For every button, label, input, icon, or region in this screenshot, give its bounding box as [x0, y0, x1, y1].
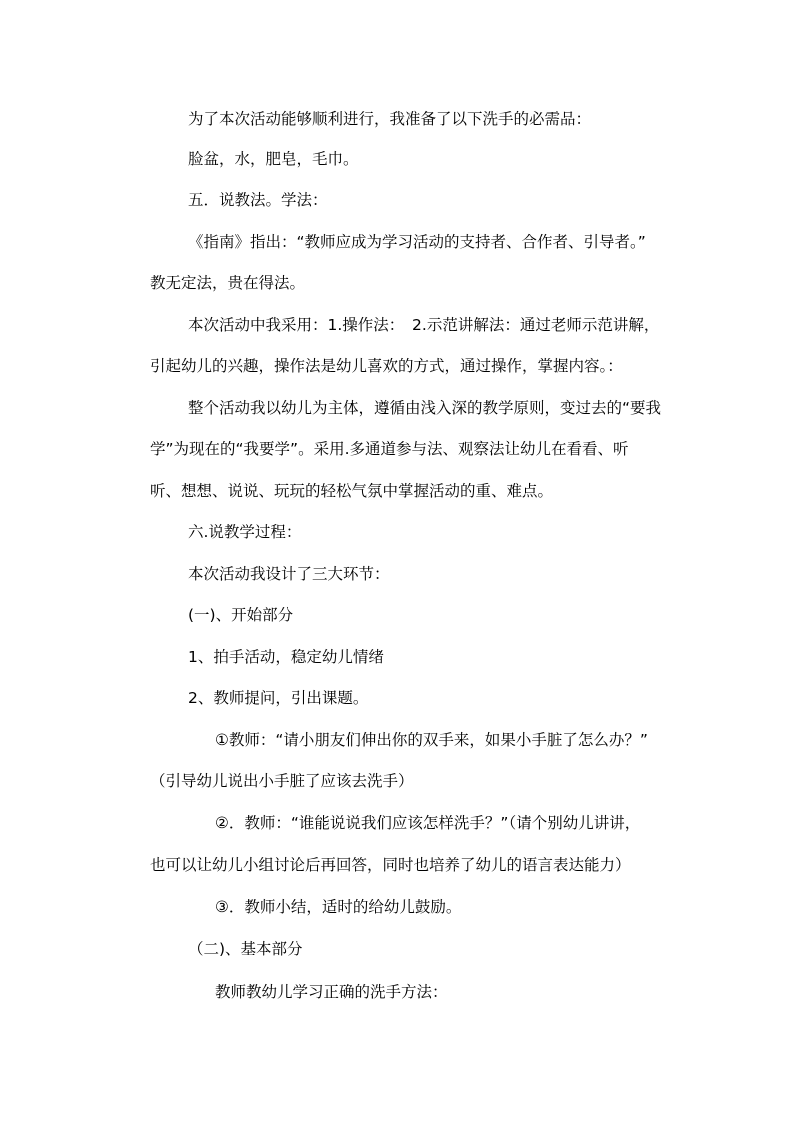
text-line: 为了本次活动能够顺利进行，我准备了以下洗手的必需品： [188, 110, 592, 128]
text-line: 整个活动我以幼儿为主体，遵循由浅入深的教学原则，变过去的“要我 [188, 399, 662, 417]
text-line: 引起幼儿的兴趣，操作法是幼儿喜欢的方式，通过操作，掌握内容。： [150, 357, 623, 375]
text-line: （引导幼儿说出小手脏了应该去洗手） [150, 772, 414, 790]
text-line: ①教师：“请小朋友们伸出你的双手来，如果小手脏了怎么办？” [215, 731, 648, 749]
text-line: 学”为现在的“我要学”。采用.多通道参与法、观察法让幼儿在看看、听 [150, 440, 629, 458]
text-line: ②．教师：“谁能说说我们应该怎样洗手？”（请个别幼儿讲讲， [215, 814, 641, 832]
text-line: 《指南》指出：“教师应成为学习活动的支持者、合作者、引导者。” [188, 233, 646, 251]
text-line: ③．教师小结，适时的给幼儿鼓励。 [215, 898, 462, 916]
text-line: 听、想想、说说、玩玩的轻松气氛中掌握活动的重、难点。 [150, 482, 554, 500]
text-line: 本次活动中我采用：1.操作法： 2.示范讲解法：通过老师示范讲解， [188, 316, 660, 334]
text-line: 教无定法，贵在得法。 [150, 274, 306, 292]
text-line: 脸盆，水，肥皂，毛巾。 [188, 150, 359, 168]
section-heading: 六.说教学过程： [188, 523, 302, 541]
text-line: 本次活动我设计了三大环节： [188, 565, 390, 583]
list-item: 2、教师提问，引出课题。 [188, 689, 369, 707]
section-heading: 五．说教法。学法： [188, 191, 328, 209]
text-line: 也可以让幼儿小组讨论后再回答，同时也培养了幼儿的语言表达能力） [150, 856, 631, 874]
list-item: 1、拍手活动，稳定幼儿情绪 [188, 648, 384, 666]
subsection-heading: (一)、开始部分 [188, 606, 294, 624]
text-line: 教师教幼儿学习正确的洗手方法： [215, 983, 448, 1001]
subsection-heading: （二)、基本部分 [188, 940, 303, 958]
